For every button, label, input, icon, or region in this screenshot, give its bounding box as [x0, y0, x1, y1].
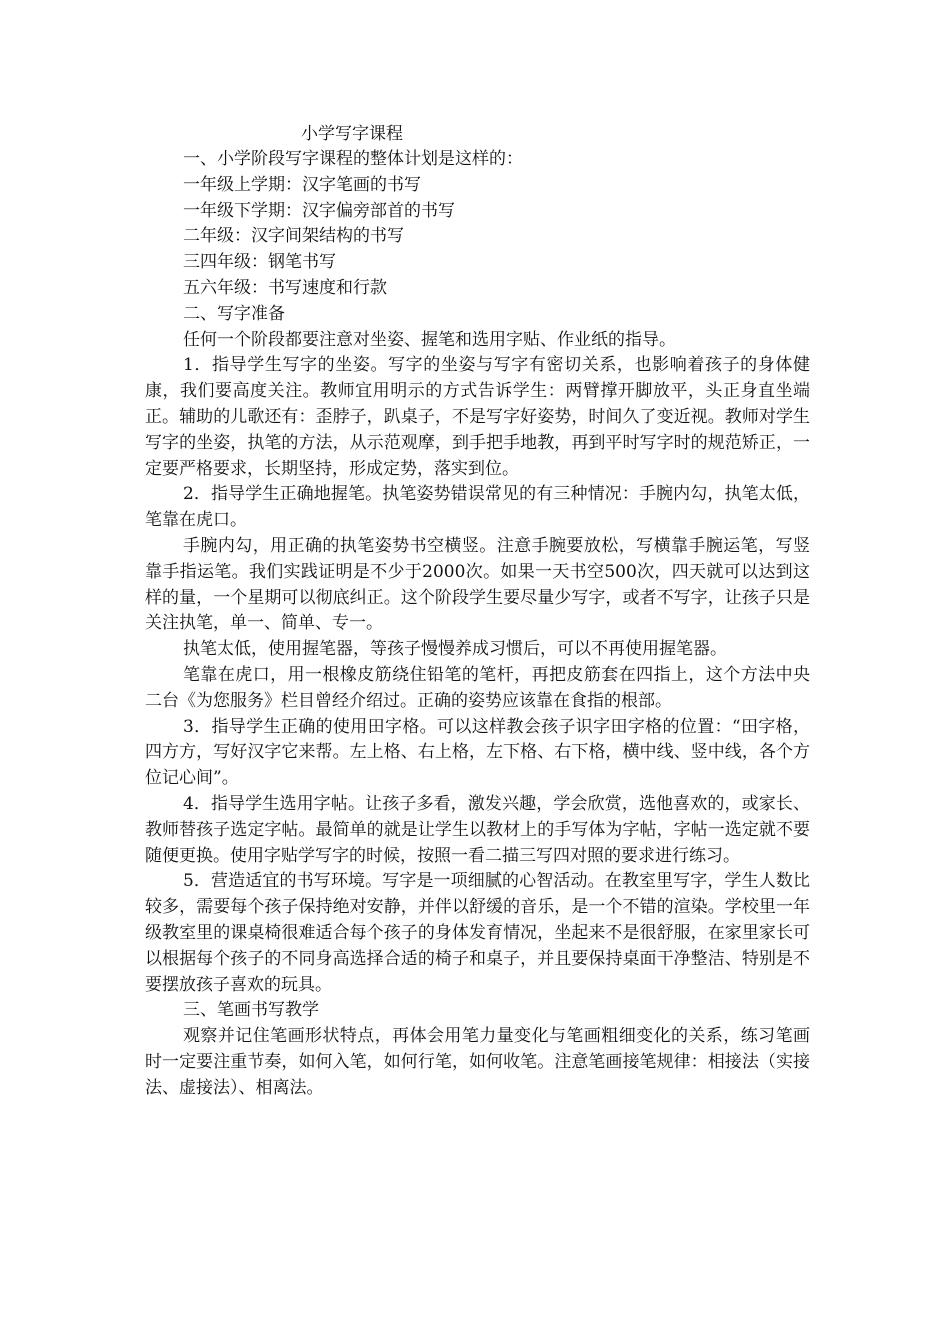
paragraph-grip-low: 执笔太低，使用握笔器，等孩子慢慢养成习惯后，可以不再使用握笔器。: [183, 639, 727, 660]
plan-item: 二年级：汉字间架结构的书写: [183, 226, 404, 247]
plan-item: 三四年级：钢笔书写: [183, 252, 336, 273]
paragraph-copybook: 4．指导学生选用字帖。让孩子多看，激发兴趣，学会欣赏，选他喜欢的，或家长、教师替孩子选定字帖。最简单的就是让学生以教材上的手写体为字帖，字帖一选定就不要随便更换。使用字贴学写字的时候，按照一看二描三写四对照的要求进行练习。: [145, 793, 810, 866]
paragraph-tian-grid: 3．指导学生正确的使用田字格。可以这样教会孩子识字田字格的位置：“田字格，四方方，写好汉字它来帮。左上格、右上格，左下格、右下格，横中线、竖中线，各个方位记心间”。: [145, 716, 810, 789]
paragraph-strokes: 观察并记住笔画形状特点，再体会用笔力量变化与笔画粗细变化的关系，练习笔画时一定要注重节奏，如何入笔，如何行笔，如何收笔。注意笔画接笔规律：相接法（实接法、虚接法）、相离法。: [145, 1026, 810, 1098]
section-heading-plan: 一、小学阶段写字课程的整体计划是这样的：: [183, 149, 523, 169]
prep-intro: 任何一个阶段都要注意对坐姿、握笔和选用字贴、作业纸的指导。: [183, 329, 676, 350]
plan-item: 五六年级：书写速度和行款: [183, 277, 387, 298]
paragraph-wrist: 手腕内勾，用正确的执笔姿势书空横竖。注意手腕要放松，写横靠手腕运笔，写竖靠手指运笔。我们实践证明是不少于2000次。如果一天书空500次，四天就可以达到这样的量，一个星期可以彻底纠正。这个阶段学生要尽量少写字，或者不写字，让孩子只是关注执笔，单一、简单、专一。: [145, 535, 810, 634]
section-heading-strokes: 三、笔画书写教学: [183, 1000, 319, 1021]
document-page: [145, 121, 810, 1101]
paragraph-pen-grip: 2．指导学生正确地握笔。执笔姿势错误常见的有三种情况：手腕内勾，执笔太低，笔靠在虎口。: [145, 484, 810, 531]
paragraph-environment: 5．营造适宜的书写环境。写字是一项细腻的心智活动。在教室里写字，学生人数比较多，需要每个孩子保持绝对安静，并伴以舒缓的音乐，是一个不错的渲染。学校里一年级教室里的课桌椅很难适合每个孩子的身体发育情况，坐起来不是很舒服，在家里家长可以根据每个孩子的不同身高选择合适的椅子和桌子，并且要保持桌面干净整洁、特别是不要摆放孩子喜欢的玩具。: [145, 871, 810, 995]
document-title: 小学写字课程: [301, 124, 403, 144]
section-heading-prep: 二、写字准备: [183, 303, 285, 324]
plan-item: 一年级下学期：汉字偏旁部首的书写: [183, 200, 455, 221]
paragraph-tiger-mouth: 笔靠在虎口，用一根橡皮筋绕住铅笔的笔杆，再把皮筋套在四指上，这个方法中央二台《为您服务》栏目曾经介绍过。正确的姿势应该靠在食指的根部。: [145, 664, 810, 711]
plan-item: 一年级上学期：汉字笔画的书写: [183, 174, 421, 195]
paragraph-posture: 1．指导学生写字的坐姿。写字的坐姿与写字有密切关系，也影响着孩子的身体健康，我们要高度关注。教师宜用明示的方式告诉学生：两臂撑开脚放平，头正身直坐端正。辅助的儿歌还有：歪脖子，趴桌子，不是写字好姿势，时间久了变近视。教师对学生写字的坐姿，执笔的方法，从示范观摩，到手把手地教，再到平时写字时的规范矫正，一定要严格要求，长期坚持，形成定势，落实到位。: [145, 355, 810, 479]
